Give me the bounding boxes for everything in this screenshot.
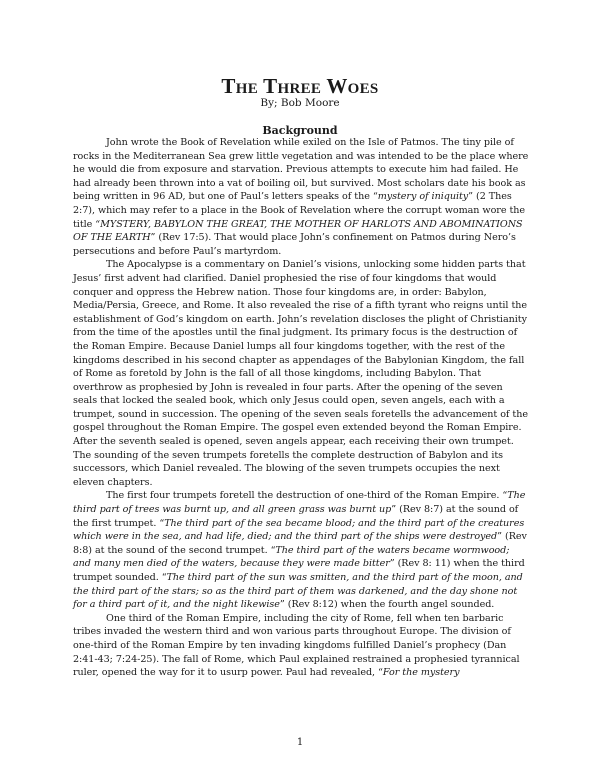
section-heading: Background	[262, 124, 338, 137]
p3-text-4: ” (Rev 8: 11) when the third trumpet sounded. “	[73, 558, 525, 583]
p1-text-3: ” (Rev 17:5). That would place John’s confinement on Patmos during Nero’s persecutions and before Paul’s martyrdom.	[73, 232, 516, 257]
body-text	[73, 136, 529, 680]
paragraph-1	[73, 136, 529, 258]
paragraph-3	[73, 489, 529, 611]
p1-text-1: John wrote the Book of Revelation while exiled on the Isle of Patmos. The tiny pile of rocks in the Mediterranean Sea grew little vegetation and was intended to be the place where he would die from exposure and starvation. Previous attempts to execute him had failed. He had already been thrown into a vat of boiling oil, but survived. Most scholars date his book as being written in 96 AD, but one of Paul’s letters speaks of the “	[73, 137, 529, 203]
p3-text-5: ” (Rev 8:12) when the fourth angel sounded.	[279, 599, 495, 611]
paragraph-2	[73, 258, 529, 489]
paragraph-4	[73, 612, 529, 680]
p4-quote-1: For the mystery	[382, 667, 460, 679]
p3-quote-4: The third part of the sun was smitten, and the third part of the moon, and the third part of the stars; so as the third part of them was darkened, and the day shone not for a third part of it, and the night likewise	[73, 572, 523, 611]
p1-text-2: ” (2 Thes 2:7), which may refer to a place in the Book of Revelation where the corrupt woman wore the title “	[73, 191, 526, 230]
p3-quote-2: The third part of the sea became blood; and the third part of the creatures which were in the sea, and had life, died; and the third part of the ships were destroyed	[73, 517, 525, 543]
p3-text-2: ” (Rev 8:7) at the sound of the first trumpet. “	[73, 504, 519, 529]
p3-text-3: ” (Rev 8:8) at the sound of the second trumpet. “	[73, 531, 527, 556]
author-byline: By; Bob Moore	[260, 97, 340, 109]
p3-text-1: The first four trumpets foretell the destruction of one-third of the Roman Empire. “	[106, 490, 508, 502]
page-number: 1	[296, 737, 304, 748]
p3-quote-3: The third part of the waters became wormwood; and many men died of the waters, because they were made bitter	[73, 544, 510, 570]
p3-quote-1: The third part of trees was burnt up, and all green grass was burnt up	[73, 490, 526, 516]
p4-text-1: One third of the Roman Empire, including the city of Rome, fell when ten barbaric tribes invaded the western third and won various parts throughout Europe. The division of one-third of the Roman Empire by ten invading kingdoms fulfilled Daniel’s prophecy (Dan 2:41-43; 7:24-25). The fall of Rome, which Paul explained restrained a prophesied tyrannical ruler, opened the way for it to usurp power. Paul had revealed, “	[73, 612, 520, 679]
document-title: The Three Woes	[221, 74, 379, 98]
p2-text: The Apocalypse is a commentary on Daniel’s visions, unlocking some hidden parts that Jesus’ first advent had clarified. Daniel prophesied the rise of four kingdoms that would conquer and oppress the Hebrew nation. Those four kingdoms are, in order: Babylon, Media/Persia, Greece, and Rome. It also revealed the rise of a fifth tyrant who reigns until the establishment of God’s kingdom on earth. John’s revelation discloses the plight of Christianity from the time of the apostles until the final judgment. Its primary focus is the destruction of the Roman Empire. Because Daniel lumps all four kingdoms together, with the rest of the kingdoms described in his second chapter as appendages of the Babylonian Kingdom, the fall of Rome as foretold by John is the fall of all those kingdoms, including Babylon. That overthrow as prophesied by John is revealed in four parts. After the opening of the seven seals that locked the sealed book, which only Jesus could open, seven angels, each with a trumpet, sound in succession. The opening of the seven seals foretells the advancement of the gospel throughout the Roman Empire. The gospel even extended beyond the Roman Empire. After the seventh sealed is opened, seven angels appear, each receiving their own trumpet. The sounding of the seven trumpets foretells the complete destruction of Babylon and its successors, which Daniel revealed. The blowing of the seven trumpets occupies the next eleven chapters.	[73, 259, 528, 488]
p1-quote-2: MYSTERY, BABYLON THE GREAT, THE MOTHER OF HARLOTS AND ABOMINATIONS OF THE EARTH	[73, 218, 523, 244]
p1-quote-1: mystery of iniquity	[377, 191, 469, 203]
